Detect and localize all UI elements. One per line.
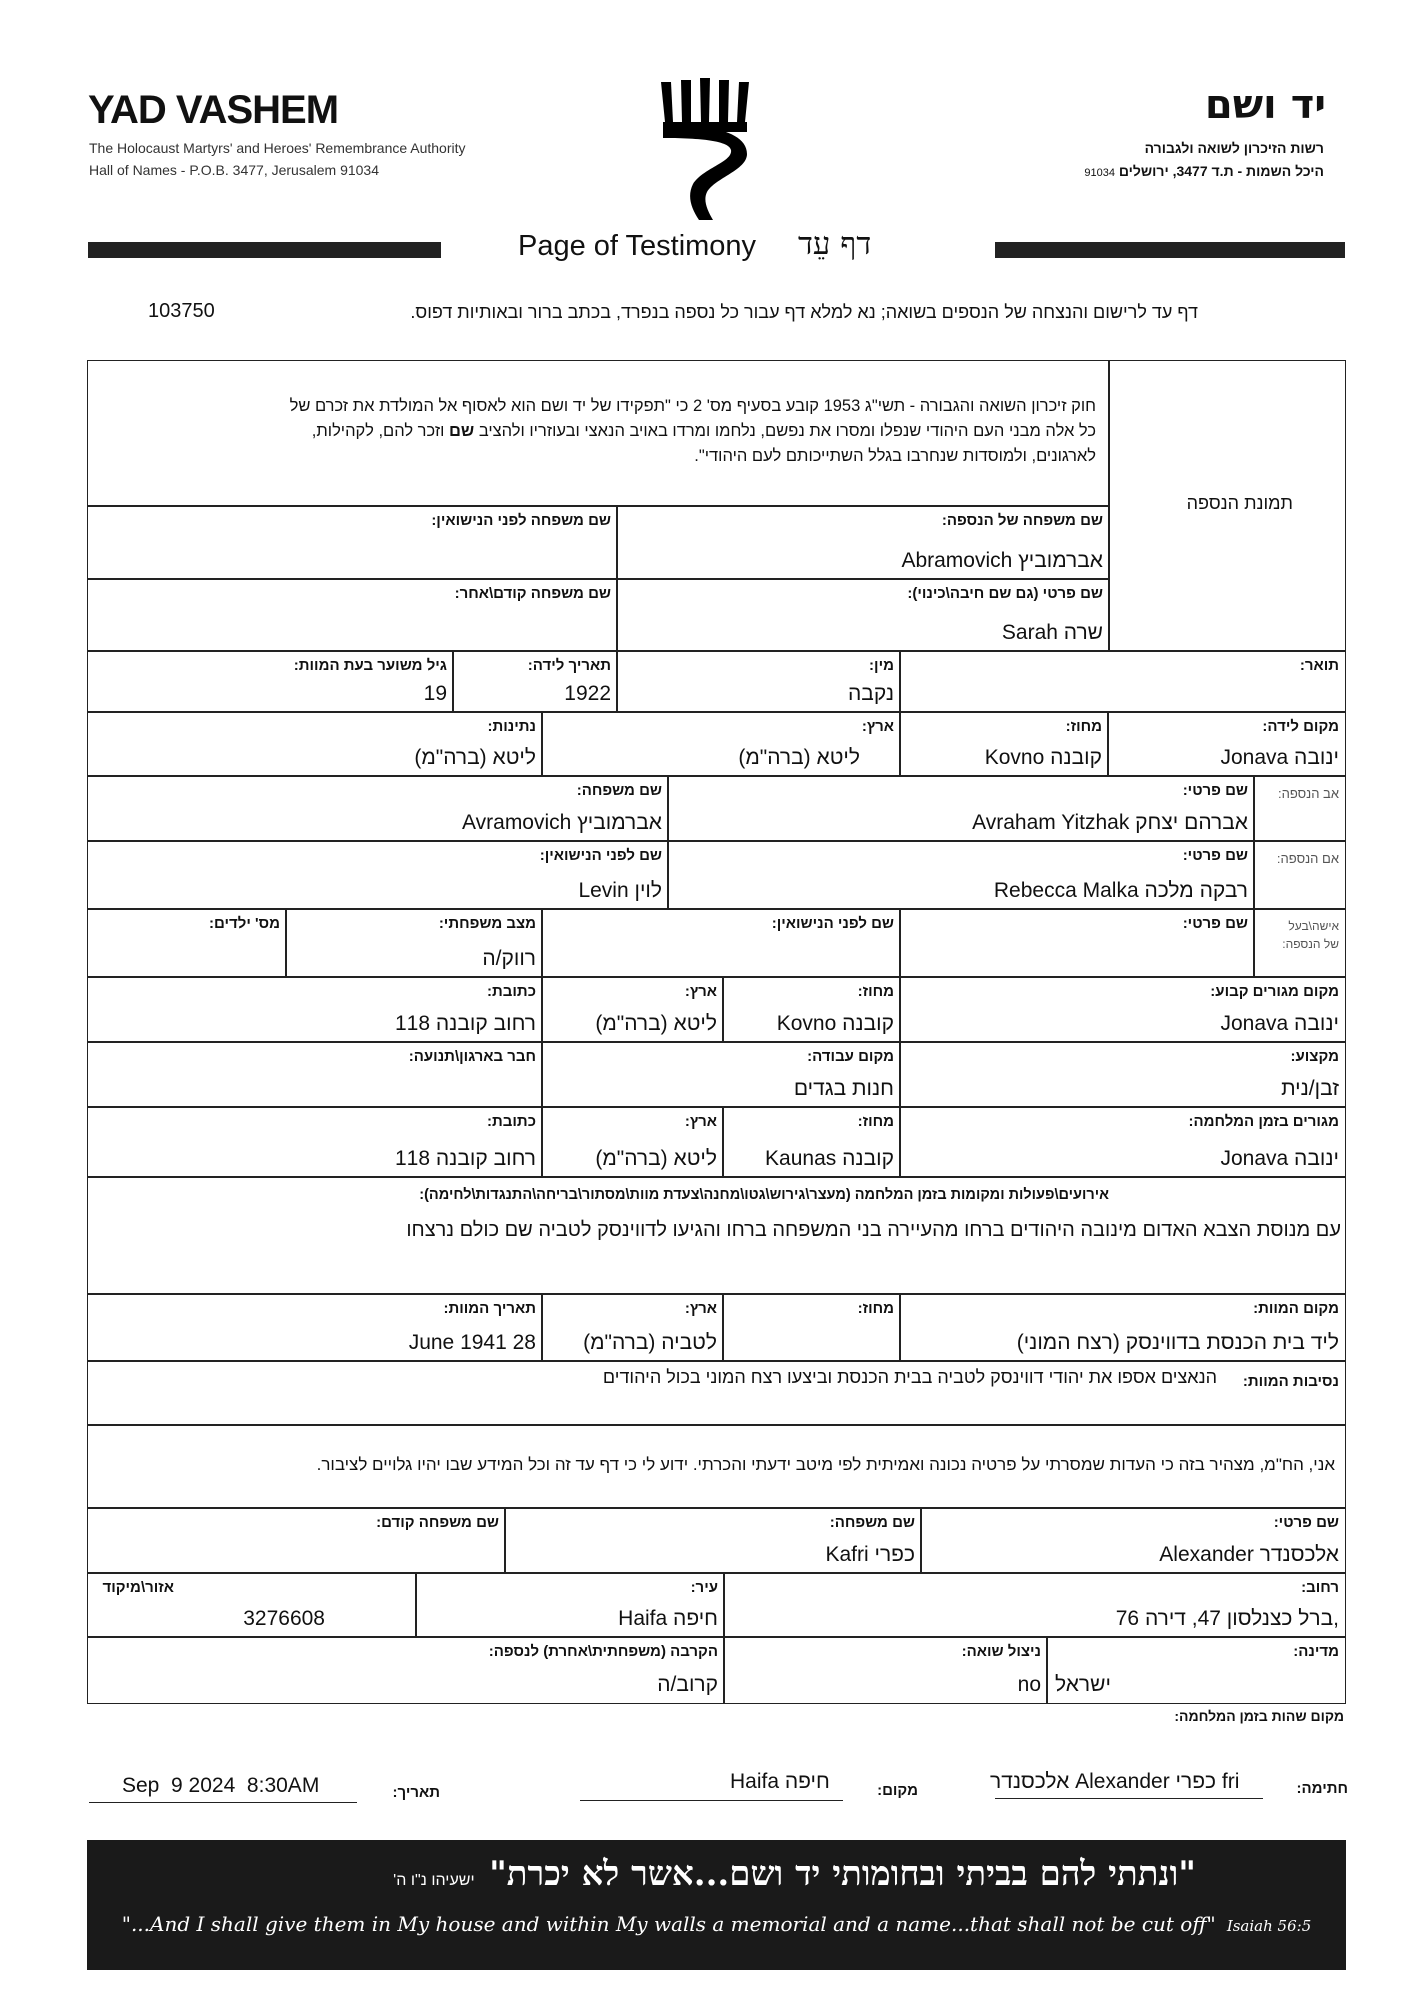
spouse-status-label: מצב משפחתי: (438, 915, 536, 932)
address-he: היכל השמות - ת.ד 3477, ירושלים (1118, 163, 1324, 179)
events-text: עם מנוסת הצבא האדום מינובה היהודים ברחו מהעיירה בני המשפחה ברחו והגיעו לדווינסק לטביה שם כולם נרצחו (406, 1219, 1341, 1241)
victim-surname-cell[interactable] (616, 505, 1110, 580)
victim-gender-value: נקבה (847, 682, 894, 705)
victim-prev-surname-cell[interactable] (87, 578, 618, 652)
submitter-country-value: ישראל (1055, 1673, 1111, 1696)
profession-label: מקצוע: (1290, 1048, 1339, 1065)
submitter-relation-value: קרוב/ה (657, 1673, 718, 1696)
photo-box[interactable] (1108, 360, 1346, 652)
victim-nationality-label: נתינות: (487, 718, 536, 735)
victim-maiden-label: שם משפחה לפני הנישואין: (431, 512, 611, 529)
authority-he: רשות הזיכרון לשואה ולגבורה (1144, 140, 1324, 156)
residence-country-cell[interactable] (541, 976, 724, 1043)
law-text-line-2a: כל אלה מבני העם היהודי שנפלו ומסרו את נפשם, נלחמו ומרדו באויב הנאצי ובעוזריו ולהציב (478, 422, 1096, 440)
death-country-cell[interactable] (541, 1293, 724, 1362)
submitter-city-cell[interactable] (415, 1572, 725, 1638)
law-text (96, 394, 1096, 469)
death-place-label: מקום המוות: (1253, 1300, 1339, 1317)
submitter-surname-value: Kafri כפרי (825, 1543, 915, 1566)
victim-first-label: שם פרטי (גם שם חיבה\כינוי): (907, 585, 1103, 602)
footer-quote-en-line (87, 1912, 1346, 1936)
victim-gender-label: מין: (869, 657, 894, 674)
submitter-first-label: שם פרטי: (1273, 1514, 1339, 1531)
law-text-line-1: חוק זיכרון השואה והגבורה - תשי"ג 1953 קובע בסעיף מס' 2 כי "תפקידו של יד ושם הוא לאסוף אל המולדת את זכרם של (289, 397, 1096, 415)
wartime-place-label: מגורים בזמן המלחמה: (1188, 1113, 1339, 1130)
footer-ref-en: Isaiah 56:5 (1226, 1917, 1312, 1935)
father-side-label: אב הנספה: (1277, 786, 1339, 801)
profession-cell[interactable] (899, 1041, 1346, 1108)
death-date-label: תאריך המוות: (443, 1300, 536, 1317)
victim-birthdate-value: 1922 (564, 682, 611, 705)
victim-birthplace-label: מקום לידה: (1262, 718, 1339, 735)
mother-first-label: שם פרטי: (1182, 847, 1248, 864)
victim-gender-cell[interactable] (616, 650, 901, 713)
victim-age-label: גיל משוער בעת המוות: (293, 657, 447, 674)
submitter-surname-cell[interactable] (504, 1507, 922, 1574)
signature-value: אלכסנדר Alexander כפרי fri (990, 1770, 1240, 1793)
victim-first-cell[interactable] (616, 578, 1110, 652)
wartime-district-value: Kaunas קובנה (765, 1147, 894, 1170)
residence-address-label: כתובת: (487, 983, 536, 1000)
mother-side-label: אם הנספה: (1276, 851, 1339, 866)
spouse-children-label: מס' ילדים: (209, 915, 280, 932)
victim-birth-district-label: מחוז: (1065, 718, 1102, 735)
date-label: תאריך: (392, 1784, 440, 1801)
submitter-surname-label: שם משפחה: (829, 1514, 915, 1531)
spouse-first-label: שם פרטי: (1182, 915, 1248, 932)
title-bar-left (88, 242, 441, 258)
victim-surname-value: Abramovich אברמוביץ (901, 549, 1103, 572)
victim-surname-label: שם משפחה של הנספה: (941, 512, 1103, 529)
spouse-side-cell (1253, 908, 1346, 978)
wartime-district-cell[interactable] (722, 1106, 901, 1178)
father-surname-label: שם משפחה: (576, 782, 662, 799)
submitter-zip-value: 3276608 (243, 1607, 325, 1630)
law-text-line-3: לארגונים, ולמוסדות שנחרבו בגלל השתייכותם לעם היהודי". (694, 447, 1096, 465)
death-circumstances-cell[interactable] (87, 1360, 1346, 1426)
mother-maiden-value: Levin לוין (578, 879, 662, 902)
submitter-street-cell[interactable] (723, 1572, 1346, 1638)
father-surname-value: Avramovich אברמוביץ (462, 811, 662, 834)
death-date-value: June 1941 28 (408, 1331, 536, 1354)
victim-nationality-cell[interactable] (87, 711, 543, 777)
father-surname-cell[interactable] (87, 775, 669, 842)
zip-inner-divider (415, 1572, 417, 1638)
wartime-address-value: רחוב קובנה 118 (394, 1147, 536, 1170)
place-value: Haifa חיפה (730, 1770, 830, 1793)
wartime-address-label: כתובת: (487, 1113, 536, 1130)
spouse-maiden-label: שם לפני הנישואין: (771, 915, 894, 932)
submitter-relation-label: הקרבה (משפחתית\אחרת) לנספה: (488, 1643, 718, 1660)
instructions: דף עד לרישום והנצחה של הנספים בשואה; נא למלא דף עבור כל נספה בנפרד, בכתב ברור ובאותיות דפוס. (410, 302, 1198, 322)
submitter-city-value: Haifa חיפה (618, 1607, 718, 1630)
residence-country-value: ליטא (ברה"מ) (595, 1012, 717, 1035)
yad-vashem-logo (655, 74, 755, 224)
footer-ref-he: ישעיהו נ"ו ה' (393, 1872, 475, 1889)
father-first-cell[interactable] (667, 775, 1255, 842)
spouse-status-cell[interactable] (285, 908, 543, 978)
residence-place-cell[interactable] (899, 976, 1346, 1043)
submitter-country-cell[interactable] (1046, 1636, 1346, 1704)
title-bar-right (995, 242, 1345, 258)
signature-line[interactable] (995, 1798, 1263, 1799)
spouse-side-label-1: אישה\בעל (1288, 919, 1339, 933)
death-place-value: ליד בית הכנסת בדווינסק (רצח המוני) (1016, 1331, 1339, 1354)
death-place-cell[interactable] (899, 1293, 1346, 1362)
address-he-zip: 91034 (1084, 167, 1115, 179)
residence-address-cell[interactable] (87, 976, 543, 1043)
submitter-survivor-value: no (1017, 1673, 1041, 1696)
wartime-address-cell[interactable] (87, 1106, 543, 1178)
wartime-place-cell[interactable] (899, 1106, 1346, 1178)
date-value: Sep 9 2024 8:30AM (122, 1774, 320, 1797)
victim-birthplace-cell[interactable] (1107, 711, 1346, 777)
residence-address-value: רחוב קובנה 118 (394, 1012, 536, 1035)
wartime-country-value: ליטא (ברה"מ) (595, 1147, 717, 1170)
wartime-stay-note: מקום שהות בזמן המלחמה: (1174, 1708, 1344, 1724)
footer-banner (87, 1840, 1346, 1970)
law-text-line-2c: וזכר להם, לקהילות, (311, 422, 445, 440)
footer-quote-he: "ונתתי להם בביתי ובחומותי יד ושם...אשר לא יכרת" (489, 1854, 1196, 1894)
form-title-en: Page of Testimony (518, 230, 757, 262)
address-en: Hall of Names - P.O.B. 3477, Jerusalem 91034 (89, 162, 380, 178)
victim-nationality-value: ליטא (ברה"מ) (414, 746, 536, 769)
submitter-first-value: Alexander אלכסנדר (1159, 1543, 1339, 1566)
law-text-shem: שם (449, 422, 475, 440)
death-district-label: מחוז: (857, 1300, 894, 1317)
victim-first-value: Sarah שרה (1001, 621, 1103, 644)
law-text-line-2 (96, 419, 1096, 444)
submitter-relation-cell[interactable] (87, 1636, 725, 1704)
father-first-value: Avraham Yitzhak אברהם יצחק (972, 811, 1248, 834)
submitter-zip-label: אזור\מיקוד (102, 1579, 174, 1596)
declaration-cell (87, 1424, 1346, 1509)
form-number: 103750 (148, 300, 215, 322)
submitter-survivor-cell[interactable] (723, 1636, 1048, 1704)
residence-country-label: ארץ: (684, 983, 717, 1000)
wartime-country-label: ארץ: (684, 1113, 717, 1130)
declaration-text: אני, הח"מ, מצהיר בזה כי העדות שמסרתי על פרטיה נכונה ואמיתית לפי מיטב ידעתי והכרתי. ידוע לי כי דף עד זה וכל המידע שבו יהיו גלויים לציבור. (316, 1455, 1335, 1474)
victim-birth-country-cell[interactable] (541, 711, 901, 777)
victim-age-cell[interactable] (87, 650, 454, 713)
mother-maiden-label: שם לפני הנישואין: (539, 847, 662, 864)
events-label: אירועים\פעולות ומקומות בזמן המלחמה (מעצר\גירוש\גטו\מחנה\צעדת מוות\מסתור\בריחה\התנגדות\לחימה): (419, 1187, 1109, 1203)
date-line[interactable] (89, 1802, 357, 1803)
place-label: מקום: (877, 1782, 918, 1799)
spouse-first-cell[interactable] (899, 908, 1255, 978)
profession-value: זבן/נית (1281, 1077, 1339, 1100)
workplace-cell[interactable] (541, 1041, 901, 1108)
workplace-label: מקום עבודה: (807, 1048, 894, 1065)
photo-label: תמונת הנספה (1186, 493, 1293, 513)
residence-district-value: Kovno קובנה (776, 1012, 894, 1035)
victim-title-cell[interactable] (899, 650, 1346, 713)
member-label: חבר בארגון\תנועה: (408, 1048, 536, 1065)
victim-birth-district-cell[interactable] (899, 711, 1109, 777)
member-cell[interactable] (87, 1041, 543, 1108)
footer-quote-he-line (393, 1854, 1196, 1894)
submitter-zip-cell[interactable] (87, 1572, 417, 1638)
spouse-maiden-cell[interactable] (541, 908, 901, 978)
victim-prev-surname-label: שם משפחה קודם\אחר: (454, 585, 611, 602)
mother-side-cell (1253, 840, 1346, 910)
victim-birthdate-label: תאריך לידה: (527, 657, 611, 674)
mother-first-cell[interactable] (667, 840, 1255, 910)
death-circumstances-label: נסיבות המוות: (1242, 1373, 1339, 1390)
submitter-street-label: רחוב: (1301, 1579, 1339, 1596)
victim-birthplace-value: Jonava ינובה (1220, 746, 1339, 769)
signature-label: חתימה: (1296, 1780, 1348, 1797)
wartime-country-cell[interactable] (541, 1106, 724, 1178)
victim-title-label: תואר: (1299, 657, 1339, 674)
authority-en: The Holocaust Martyrs' and Heroes' Remembrance Authority (89, 140, 466, 156)
wartime-place-value: Jonava ינובה (1220, 1147, 1339, 1170)
submitter-street-value: ברל כצנלסון 47, דירה 76, (1115, 1607, 1339, 1630)
death-date-cell[interactable] (87, 1293, 543, 1362)
submitter-city-label: עיר: (690, 1579, 718, 1596)
victim-birth-district-value: Kovno קובנה (984, 746, 1102, 769)
place-line[interactable] (580, 1800, 843, 1801)
residence-district-label: מחוז: (857, 983, 894, 1000)
residence-district-cell[interactable] (722, 976, 901, 1043)
death-country-value: לטביה (ברה"מ) (583, 1331, 717, 1354)
mother-maiden-cell[interactable] (87, 840, 669, 910)
submitter-first-cell[interactable] (920, 1507, 1346, 1574)
death-circumstances-value: הנאצים אספו את יהודי דווינסק לטביה בבית הכנסת וביצעו רצח המוני בכול היהודים (602, 1367, 1217, 1387)
footer-quote-en: "...And I shall give them in My house and within My walls a memorial and a name...that shall not be cut off" (121, 1912, 1216, 1936)
residence-place-value: Jonava ינובה (1220, 1012, 1339, 1035)
residence-place-label: מקום מגורים קבוע: (1210, 983, 1339, 1000)
spouse-status-value: רווק/ה (482, 947, 536, 970)
submitter-prev-label: שם משפחה קודם: (376, 1514, 499, 1531)
mother-first-value: Rebecca Malka רבקה מלכה (993, 879, 1248, 902)
events-cell[interactable] (87, 1176, 1346, 1295)
spouse-children-cell[interactable] (87, 908, 287, 978)
death-country-label: ארץ: (684, 1300, 717, 1317)
victim-birth-country-label: ארץ: (861, 718, 894, 735)
death-district-cell[interactable] (722, 1293, 901, 1362)
father-side-cell (1253, 775, 1346, 842)
workplace-value: חנות בגדים (793, 1077, 894, 1100)
father-first-label: שם פרטי: (1182, 782, 1248, 799)
wartime-district-label: מחוז: (857, 1113, 894, 1130)
spouse-side-label-2: של הנספה: (1282, 937, 1339, 951)
victim-maiden-cell[interactable] (87, 505, 618, 580)
org-name-en: YAD VASHEM (88, 88, 339, 132)
victim-age-value: 19 (423, 682, 447, 705)
victim-birthdate-cell[interactable] (452, 650, 618, 713)
victim-birth-country-value: ליטא (ברה"מ) (738, 746, 860, 769)
address-he-line (1084, 163, 1324, 179)
submitter-survivor-label: ניצול שואה: (961, 1643, 1041, 1660)
form-title-he: דף עֵד (798, 226, 872, 262)
submitter-prev-cell[interactable] (87, 1507, 506, 1574)
org-name-he: יד ושם (1204, 82, 1326, 128)
submitter-country-label: מדינה: (1293, 1643, 1339, 1660)
